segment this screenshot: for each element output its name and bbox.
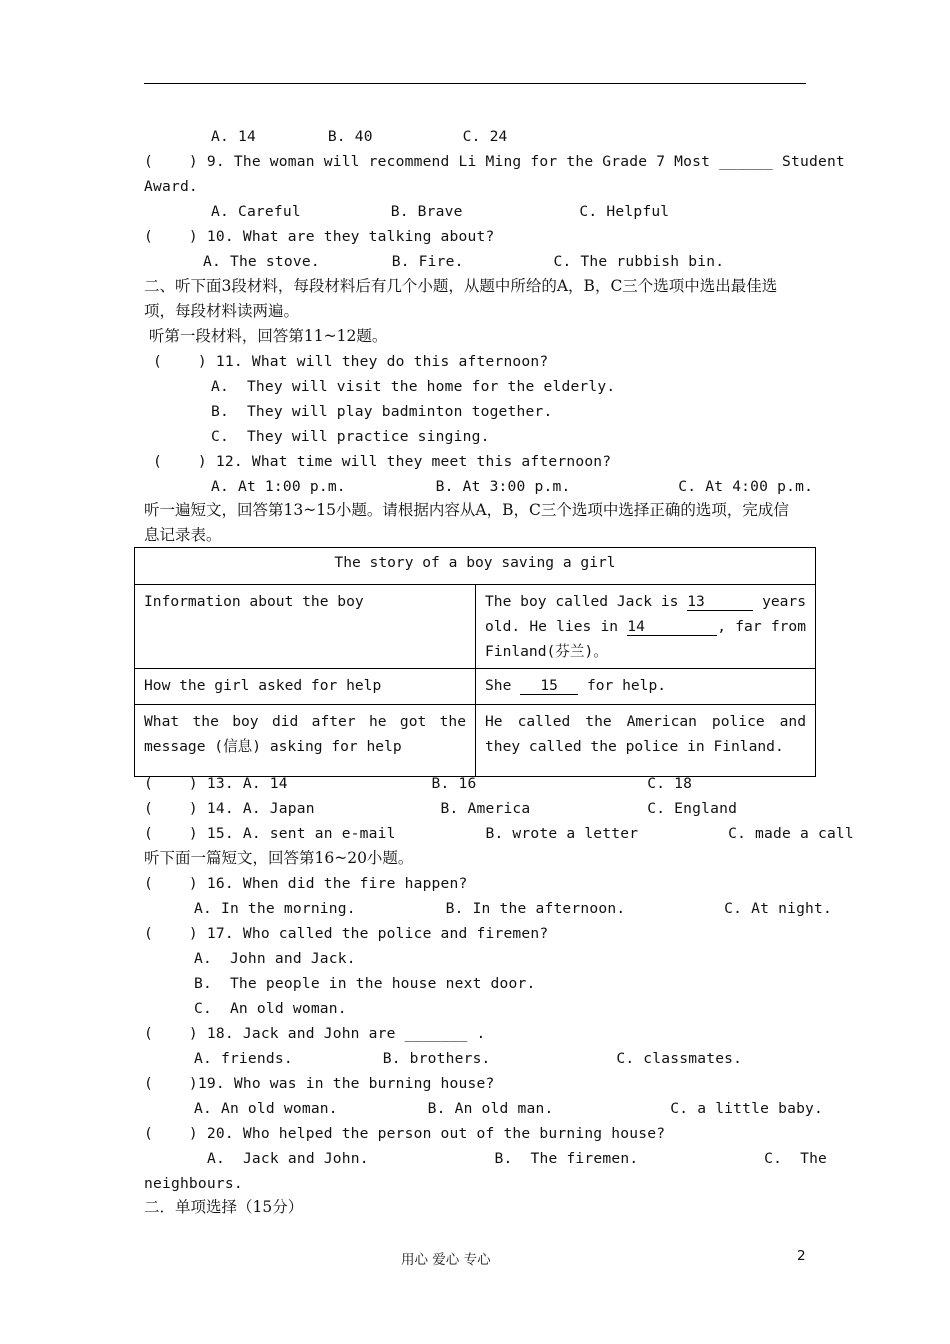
table-title: The story of a boy saving a girl [135, 548, 816, 585]
cell-text: years old. He lies in [485, 593, 806, 635]
blank-13: 13 [687, 594, 753, 611]
q11-option-a: A. They will visit the home for the elderly. [211, 378, 616, 395]
q18-question: ( ) 18. Jack and John are _______ . [144, 1025, 486, 1042]
q20-question: ( ) 20. Who helped the person out of the burning house? [144, 1125, 666, 1142]
q13: ( ) 13. A. 14 B. 16 C. 18 [144, 775, 693, 792]
cell-text: for help. [578, 677, 667, 694]
table-cell-label: Information about the boy [135, 585, 476, 669]
q16-question: ( ) 16. When did the fire happen? [144, 875, 468, 892]
q17-option-a: A. John and Jack. [194, 950, 356, 967]
q9-options: A. Careful B. Brave C. Helpful [211, 203, 670, 220]
part2-instruction-cont: 息记录表。 [144, 526, 222, 544]
info-table [134, 547, 816, 777]
cell-text: , far from Finland(芬兰)。 [485, 618, 806, 660]
q17-question: ( ) 17. Who called the police and firemen? [144, 925, 549, 942]
part2-instruction: 听一遍短文，回答第13~15小题。请根据内容从A，B，C三个选项中选择正确的选项，完成信 [144, 501, 789, 519]
table-header-row [135, 548, 816, 585]
q19-question: ( )19. Who was in the burning house? [144, 1075, 495, 1092]
q19-options: A. An old woman. B. An old man. C. a little baby. [194, 1100, 824, 1117]
table-row [135, 669, 816, 705]
footer-motto: 用心 爱心 专心 [401, 1252, 491, 1268]
q15: ( ) 15. A. sent an e-mail B. wrote a letter C. made a call [144, 825, 854, 842]
q9-question-cont: Award. [144, 178, 198, 195]
cell-text: She [485, 677, 521, 694]
q10-options: A. The stove. B. Fire. C. The rubbish bin. [203, 253, 725, 270]
header-rule [144, 83, 806, 84]
q18-options: A. friends. B. brothers. C. classmates. [194, 1050, 743, 1067]
cell-text: The boy called Jack is [485, 593, 688, 610]
section3-heading: 二．单项选择（15分） [144, 1198, 304, 1216]
table-cell-value [476, 669, 816, 705]
q11-option-b: B. They will play badminton together. [211, 403, 553, 420]
table-row [135, 585, 816, 669]
blank-14: 14 [627, 619, 717, 636]
section2-instruction: 二、听下面3段材料，每段材料后有几个小题，从题中所给的A，B，C三个选项中选出最佳选 [144, 277, 778, 295]
q17-option-c: C. An old woman. [194, 1000, 347, 1017]
table-cell-value: He called the American police and they called the police in Finland. [476, 705, 816, 777]
q9-question: ( ) 9. The woman will recommend Li Ming for the Grade 7 Most ______ Student [144, 153, 845, 170]
q11-option-c: C. They will practice singing. [211, 428, 490, 445]
q16-options: A. In the morning. B. In the afternoon. C. At night. [194, 900, 833, 917]
blank-15: 15 [520, 678, 578, 695]
q17-option-b: B. The people in the house next door. [194, 975, 536, 992]
part1-instruction: 听第一段材料，回答第11~12题。 [144, 327, 388, 345]
q10-question: ( ) 10. What are they talking about? [144, 228, 495, 245]
q14: ( ) 14. A. Japan B. America C. England [144, 800, 738, 817]
page-number: 2 [797, 1248, 806, 1264]
q20-options: A. Jack and John. B. The firemen. C. The [207, 1150, 828, 1167]
part3-instruction: 听下面一篇短文，回答第16~20小题。 [144, 849, 414, 867]
table-cell-label: What the boy did after he got the message (信息) asking for help [135, 705, 476, 777]
table-cell-value [476, 585, 816, 669]
q20-options-cont: neighbours. [144, 1175, 243, 1192]
table-cell-label: How the girl asked for help [135, 669, 476, 705]
section2-instruction-cont: 项，每段材料读两遍。 [144, 302, 300, 320]
q12-question: ( ) 12. What time will they meet this afternoon? [144, 453, 612, 470]
q12-options: A. At 1:00 p.m. B. At 3:00 p.m. C. At 4:00 p.m. [211, 478, 814, 495]
q8-options: A. 14 B. 40 C. 24 [211, 128, 508, 145]
q11-question: ( ) 11. What will they do this afternoon? [144, 353, 549, 370]
table-row [135, 705, 816, 777]
